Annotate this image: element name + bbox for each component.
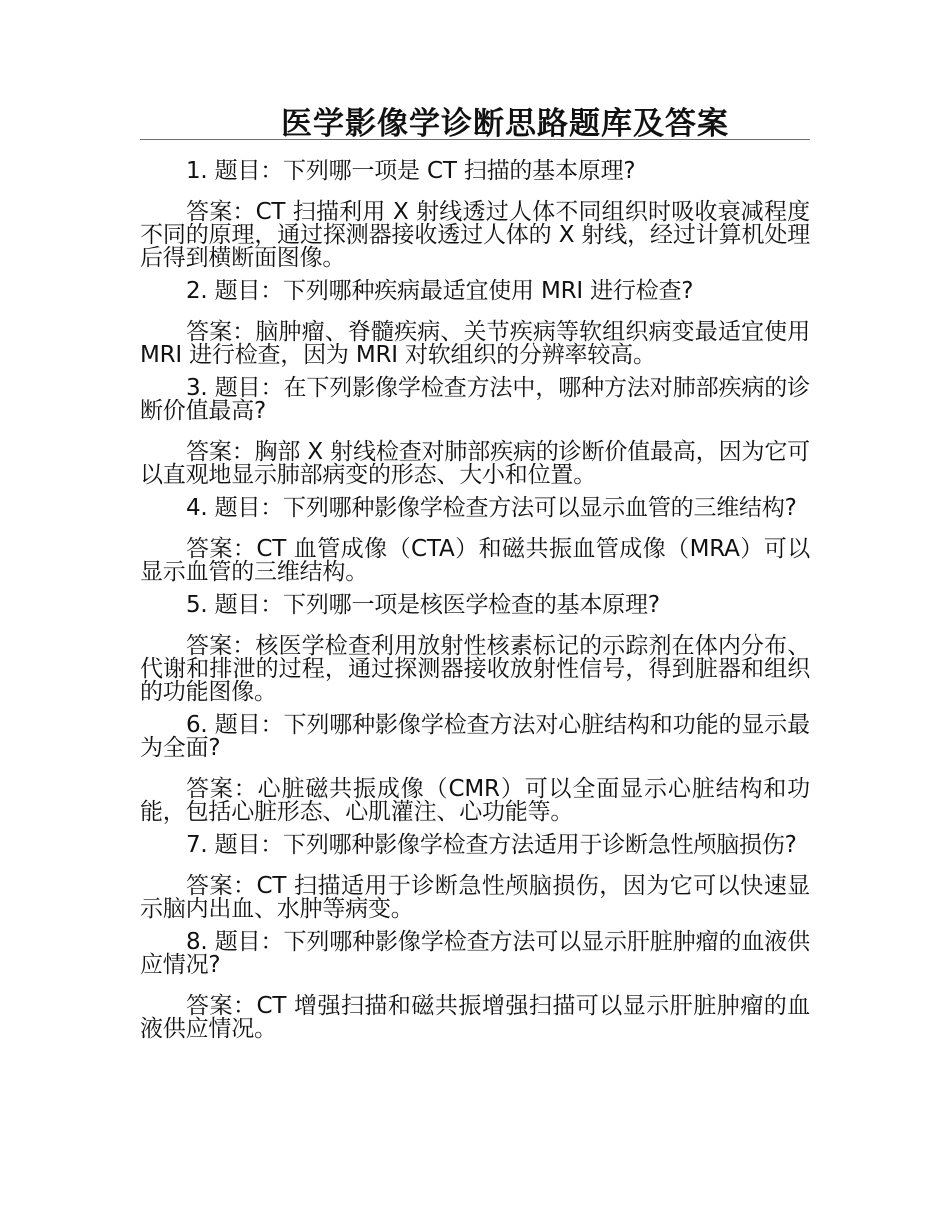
answer-3: 答案：胸部 X 射线检查对肺部疾病的诊断价值最高，因为它可以直观地显示肺部病变的形态、大小和位置。 — [140, 439, 810, 488]
question-2: 2. 题目：下列哪种疾病最适宜使用 MRI 进行检查? — [186, 278, 694, 304]
answer-7: 答案：CT 扫描适用于诊断急性颅脑损伤，因为它可以快速显示脑内出血、水肿等病变。 — [140, 873, 810, 922]
answer-5: 答案：核医学检查利用放射性核素标记的示踪剂在体内分布、代谢和排泄的过程，通过探测器接收放射性信号，得到脏器和组织的功能图像。 — [140, 633, 810, 705]
question-6: 6. 题目：下列哪种影像学检查方法对心脏结构和功能的显示最为全面? — [140, 712, 810, 761]
question-8: 8. 题目：下列哪种影像学检查方法可以显示肝脏肿瘤的血液供应情况? — [140, 929, 810, 978]
question-4: 4. 题目：下列哪种影像学检查方法可以显示血管的三维结构? — [186, 495, 797, 521]
question-7: 7. 题目：下列哪种影像学检查方法适用于诊断急性颅脑损伤? — [186, 832, 797, 858]
answer-1: 答案：CT 扫描利用 X 射线透过人体不同组织时吸收衰减程度不同的原理，通过探测器接收透过人体的 X 射线，经过计算机处理后得到横断面图像。 — [140, 199, 810, 271]
title-underline — [140, 139, 810, 140]
qa-list — [140, 154, 810, 1051]
answer-4: 答案：CT 血管成像（CTA）和磁共振血管成像（MRA）可以显示血管的三维结构。 — [140, 536, 810, 585]
question-1: 1. 题目：下列哪一项是 CT 扫描的基本原理? — [186, 158, 636, 184]
page-title: 医学影像学诊断思路题库及答案 — [281, 106, 729, 142]
question-5: 5. 题目：下列哪一项是核医学检查的基本原理? — [186, 592, 660, 618]
answer-6: 答案：心脏磁共振成像（CMR）可以全面显示心脏结构和功能，包括心脏形态、心肌灌注、心功能等。 — [140, 776, 810, 825]
answer-8: 答案：CT 增强扫描和磁共振增强扫描可以显示肝脏肿瘤的血液供应情况。 — [140, 993, 810, 1042]
question-3: 3. 题目：在下列影像学检查方法中，哪种方法对肺部疾病的诊断价值最高? — [140, 375, 810, 424]
answer-2: 答案：脑肿瘤、脊髓疾病、关节疾病等软组织病变最适宜使用 MRI 进行检查，因为 MRI 对软组织的分辨率较高。 — [140, 319, 810, 368]
